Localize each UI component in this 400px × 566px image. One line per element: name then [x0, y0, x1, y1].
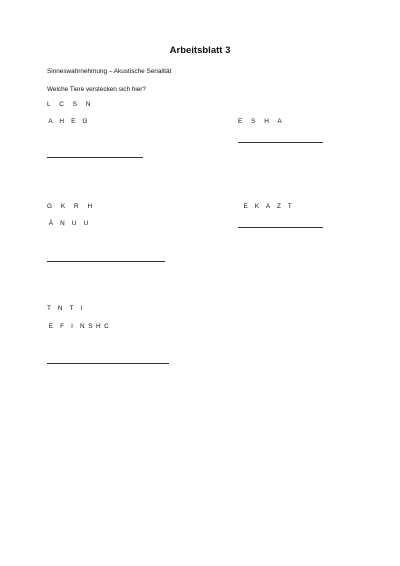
subtitle: Sinneswahrnehmung – Akustische Serialität: [47, 68, 172, 75]
page-title: Arbeitsblatt 3: [169, 45, 231, 56]
puzzle-3-row-2: Ä N U U: [47, 220, 89, 227]
puzzle-1-row-2: A H E G: [47, 118, 88, 125]
answer-line-2: [238, 142, 323, 143]
puzzle-5-row-1: T N T I: [47, 305, 83, 312]
answer-line-3: [47, 261, 165, 262]
puzzle-2-row-1: E S H A: [238, 118, 282, 125]
question: Welche Tiere verstecken sich hier?: [47, 86, 146, 93]
puzzle-5-row-2: E F I N S H C: [47, 323, 109, 330]
puzzle-1-row-1: L C S N: [47, 101, 91, 108]
puzzle-3-row-1: G K R H: [47, 203, 93, 210]
puzzle-4-row-1: E K A Z T: [240, 203, 292, 210]
answer-line-5: [47, 363, 169, 364]
answer-line-1: [47, 157, 143, 158]
answer-line-4: [238, 227, 323, 228]
